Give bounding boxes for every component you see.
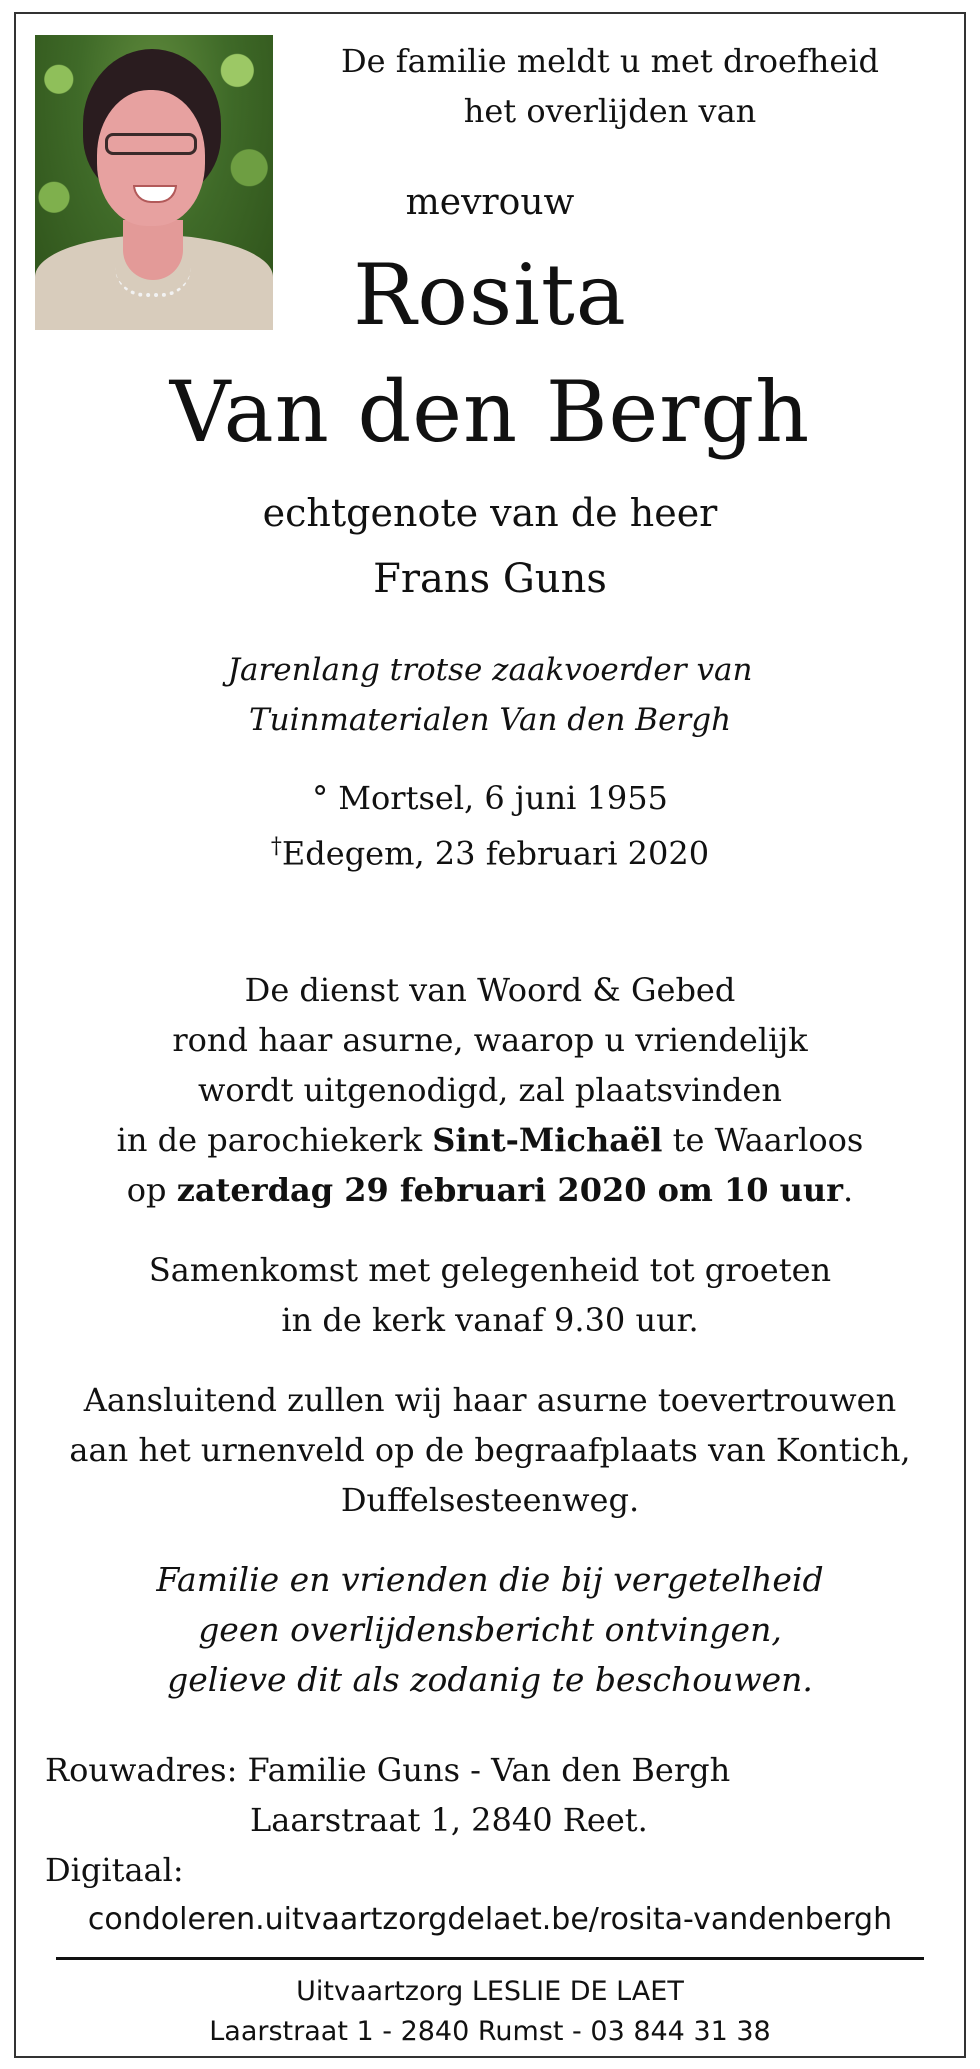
notice-line-1: Familie en vrienden die bij vergetelheid <box>156 1560 824 1599</box>
intro-line-1: De familie meldt u met droefheid <box>340 42 880 80</box>
notice-line-3: gelieve dit als zodanig te beschouwen. <box>167 1660 813 1699</box>
death-line <box>30 822 950 879</box>
address-label: Rouwadres: Familie Guns - Van den Bergh <box>45 1751 731 1789</box>
birth-line: ° Mortsel, 6 juni 1955 <box>312 779 668 817</box>
cross-symbol: † <box>270 834 282 859</box>
service-line-4: in de parochiekerk Sint-Michaël te Waarloos <box>116 1121 864 1159</box>
burial-line-1: Aansluitend zullen wij haar asurne toevertrouwen <box>83 1381 897 1419</box>
gathering-line-2: in de kerk vanaf 9.30 uur. <box>281 1301 699 1339</box>
death-text: Edegem, 23 februari 2020 <box>281 834 710 873</box>
service-line-3: wordt uitgenodigd, zal plaatsvinden <box>198 1071 782 1109</box>
church-name: Sint-Michaël <box>432 1121 663 1159</box>
digital-label: Digitaal: <box>45 1851 184 1889</box>
address-street: Laarstraat 1, 2840 Reet. <box>250 1801 648 1839</box>
footer-divider <box>56 1957 924 1960</box>
tribute-line-1: Jarenlang trotse zaakvoerder van <box>227 652 753 688</box>
burial-line-2: aan het urnenveld op de begraafplaats van Kontich, <box>69 1431 911 1469</box>
footer-line-1: Uitvaartzorg LESLIE DE LAET <box>296 1976 684 2007</box>
last-name: Van den Bergh <box>169 363 811 461</box>
service-date: zaterdag 29 februari 2020 om 10 uur <box>176 1171 844 1209</box>
service-line-2: rond haar asurne, waarop u vriendelijk <box>172 1021 808 1059</box>
tribute-line-2: Tuinmaterialen Van den Bergh <box>248 702 732 738</box>
service-line-1: De dienst van Woord & Gebed <box>244 971 736 1009</box>
spouse-line-2: Frans Guns <box>373 556 607 602</box>
first-name: Rosita <box>353 246 627 344</box>
notice-line-2: geen overlijdensbericht ontvingen, <box>198 1610 782 1649</box>
burial-line-3: Duffelsesteenweg. <box>340 1481 640 1519</box>
footer-line-2: Laarstraat 1 - 2840 Rumst - 03 844 31 38 <box>209 2016 771 2047</box>
spouse-line-1: echtgenote van de heer <box>262 491 718 535</box>
intro-line-2: het overlijden van <box>463 92 757 130</box>
condolence-url[interactable]: condoleren.uitvaartzorgdelaet.be/rosita-vandenbergh <box>87 1902 893 1937</box>
service-line-5: op zaterdag 29 februari 2020 om 10 uur. <box>126 1171 854 1209</box>
salutation: mevrouw <box>405 182 575 223</box>
gathering-line-1: Samenkomst met gelegenheid tot groeten <box>148 1251 832 1289</box>
